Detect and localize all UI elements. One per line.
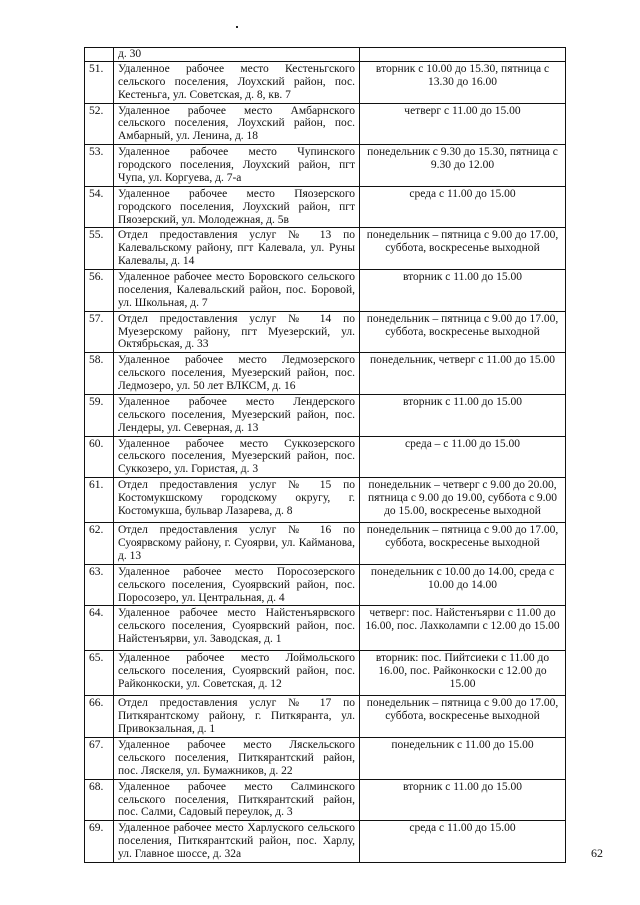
address-cell: д. 30 — [114, 48, 360, 62]
row-number-cell: 69. — [85, 821, 114, 863]
row-number-cell: 60. — [85, 436, 114, 478]
row-number-cell: 64. — [85, 606, 114, 651]
hours-cell: четверг: пос. Найстенъярви с 11.00 до 16.00, пос. Лахколампи с 12.00 до 15.00 — [360, 606, 566, 651]
hours-cell: вторник с 11.00 до 15.00 — [360, 779, 566, 821]
hours-cell: среда с 11.00 до 15.00 — [360, 821, 566, 863]
hours-cell: понедельник – пятница с 9.00 до 17.00, суббота, воскресенье выходной — [360, 311, 566, 353]
table-row — [85, 186, 566, 228]
row-number-cell: 57. — [85, 311, 114, 353]
table-row — [85, 145, 566, 187]
hours-cell: среда с 11.00 до 15.00 — [360, 186, 566, 228]
hours-cell: понедельник – пятница с 9.00 до 17.00, суббота, воскресенье выходной — [360, 523, 566, 565]
hours-cell: понедельник с 10.00 до 14.00, среда с 10.00 до 14.00 — [360, 564, 566, 606]
row-number-cell: 68. — [85, 779, 114, 821]
row-number-cell: 54. — [85, 186, 114, 228]
hours-cell: среда – с 11.00 до 15.00 — [360, 436, 566, 478]
address-cell: Удаленное рабочее место Поросозерского сельского поселения, Суоярвский район, пос. Поросозеро, ул. Центральная, д. 4 — [114, 564, 360, 606]
page-number: 62 — [591, 846, 603, 860]
address-cell: Удаленное рабочее место Найстенъярвского сельского поселения, Суоярвский район, пос. Найстенъярви, ул. Заводская, д. 1 — [114, 606, 360, 651]
hours-cell: понедельник с 9.30 до 15.30, пятница с 9.30 до 12.00 — [360, 145, 566, 187]
table-row — [85, 606, 566, 651]
hours-cell: вторник с 11.00 до 15.00 — [360, 270, 566, 312]
table-body — [85, 48, 566, 863]
table-row — [85, 478, 566, 523]
table-row — [85, 821, 566, 863]
address-cell: Удаленное рабочее место Кестеньгского сельского поселения, Лоухский район, пос. Кестеньга, ул. Советская, д. 8, кв. 7 — [114, 61, 360, 103]
hours-cell — [360, 48, 566, 62]
address-cell: Удаленное рабочее место Салминского сельского поселения, Питкярантский район, пос. Салми, Садовый переулок, д. 3 — [114, 779, 360, 821]
address-cell: Отдел предоставления услуг № 13 по Калевальскому району, пгт Калевала, ул. Руны Калевалы, д. 14 — [114, 228, 360, 270]
address-cell: Удаленное рабочее место Суккозерского сельского поселения, Муезерский район, пос. Суккозеро, ул. Гористая, д. 3 — [114, 436, 360, 478]
row-number-cell: 62. — [85, 523, 114, 565]
row-number-cell: 58. — [85, 353, 114, 395]
hours-cell: четверг с 11.00 до 15.00 — [360, 103, 566, 145]
row-number-cell: 65. — [85, 651, 114, 696]
table-row — [85, 270, 566, 312]
table-row — [85, 738, 566, 780]
address-cell: Удаленное рабочее место Боровского сельского поселения, Калевальский район, пос. Боровой, ул. Школьная, д. 7 — [114, 270, 360, 312]
table-row — [85, 779, 566, 821]
table-row — [85, 696, 566, 738]
hours-cell: вторник с 10.00 до 15.30, пятница с 13.30 до 16.00 — [360, 61, 566, 103]
hours-cell: понедельник – пятница с 9.00 до 17.00, суббота, воскресенье выходной — [360, 696, 566, 738]
address-cell: Удаленное рабочее место Лендерского сельского поселения, Муезерский район, пос. Лендеры, ул. Северная, д. 13 — [114, 394, 360, 436]
address-cell: Удаленное рабочее место Лоймольского сельского поселения, Суоярвский район, пос. Райконкоски, ул. Советская, д. 12 — [114, 651, 360, 696]
table-row — [85, 436, 566, 478]
table-row-continuation — [85, 48, 566, 62]
address-cell: Удаленное рабочее место Харлуского сельского поселения, Питкярантский район, пос. Харлу, ул. Главное шоссе, д. 32а — [114, 821, 360, 863]
row-number-cell: 53. — [85, 145, 114, 187]
table-row — [85, 103, 566, 145]
hours-cell: понедельник с 11.00 до 15.00 — [360, 738, 566, 780]
address-cell: Удаленное рабочее место Пяозерского городского поселения, Лоухский район, пгт Пяозерский, ул. Молодежная, д. 5в — [114, 186, 360, 228]
hours-cell: вторник: пос. Пийтсиеки с 11.00 до 16.00, пос. Райконкоски с 12.00 до 15.00 — [360, 651, 566, 696]
address-cell: Отдел предоставления услуг № 15 по Костомукшскому городскому округу, г. Костомукша, бульвар Лазарева, д. 8 — [114, 478, 360, 523]
row-number-cell — [85, 48, 114, 62]
table-row — [85, 228, 566, 270]
address-cell: Отдел предоставления услуг № 17 по Питкярантскому району, г. Питкяранта, ул. Привокзальная, д. 1 — [114, 696, 360, 738]
row-number-cell: 51. — [85, 61, 114, 103]
service-points-table — [84, 47, 566, 863]
hours-cell: понедельник, четверг с 11.00 до 15.00 — [360, 353, 566, 395]
row-number-cell: 52. — [85, 103, 114, 145]
table-row — [85, 61, 566, 103]
row-number-cell: 61. — [85, 478, 114, 523]
address-cell: Удаленное рабочее место Ледмозерского сельского поселения, Муезерский район, пос. Ледмозеро, ул. 50 лет ВЛКСМ, д. 16 — [114, 353, 360, 395]
scan-speck — [236, 26, 238, 28]
table-row — [85, 311, 566, 353]
table-row — [85, 564, 566, 606]
table-row — [85, 651, 566, 696]
hours-cell: вторник с 11.00 до 15.00 — [360, 394, 566, 436]
row-number-cell: 63. — [85, 564, 114, 606]
row-number-cell: 59. — [85, 394, 114, 436]
row-number-cell: 66. — [85, 696, 114, 738]
table-row — [85, 394, 566, 436]
address-cell: Отдел предоставления услуг № 14 по Муезерскому району, пгт Муезерский, ул. Октябрьская, д. 33 — [114, 311, 360, 353]
table-row — [85, 353, 566, 395]
row-number-cell: 55. — [85, 228, 114, 270]
address-cell: Удаленное рабочее место Чупинского городского поселения, Лоухский район, пгт Чупа, ул. Коргуева, д. 7-а — [114, 145, 360, 187]
row-number-cell: 67. — [85, 738, 114, 780]
hours-cell: понедельник – пятница с 9.00 до 17.00, суббота, воскресенье выходной — [360, 228, 566, 270]
table-row — [85, 523, 566, 565]
hours-cell: понедельник – четверг с 9.00 до 20.00, пятница с 9.00 до 19.00, суббота с 9.00 до 15.00, воскресенье выходной — [360, 478, 566, 523]
address-cell: Удаленное рабочее место Амбарнского сельского поселения, Лоухский район, пос. Амбарный, ул. Ленина, д. 18 — [114, 103, 360, 145]
address-cell: Отдел предоставления услуг № 16 по Суоярвскому району, г. Суоярви, ул. Кайманова, д. 13 — [114, 523, 360, 565]
row-number-cell: 56. — [85, 270, 114, 312]
address-cell: Удаленное рабочее место Ляскельского сельского поселения, Питкярантский район, пос. Ляскеля, ул. Бумажников, д. 22 — [114, 738, 360, 780]
